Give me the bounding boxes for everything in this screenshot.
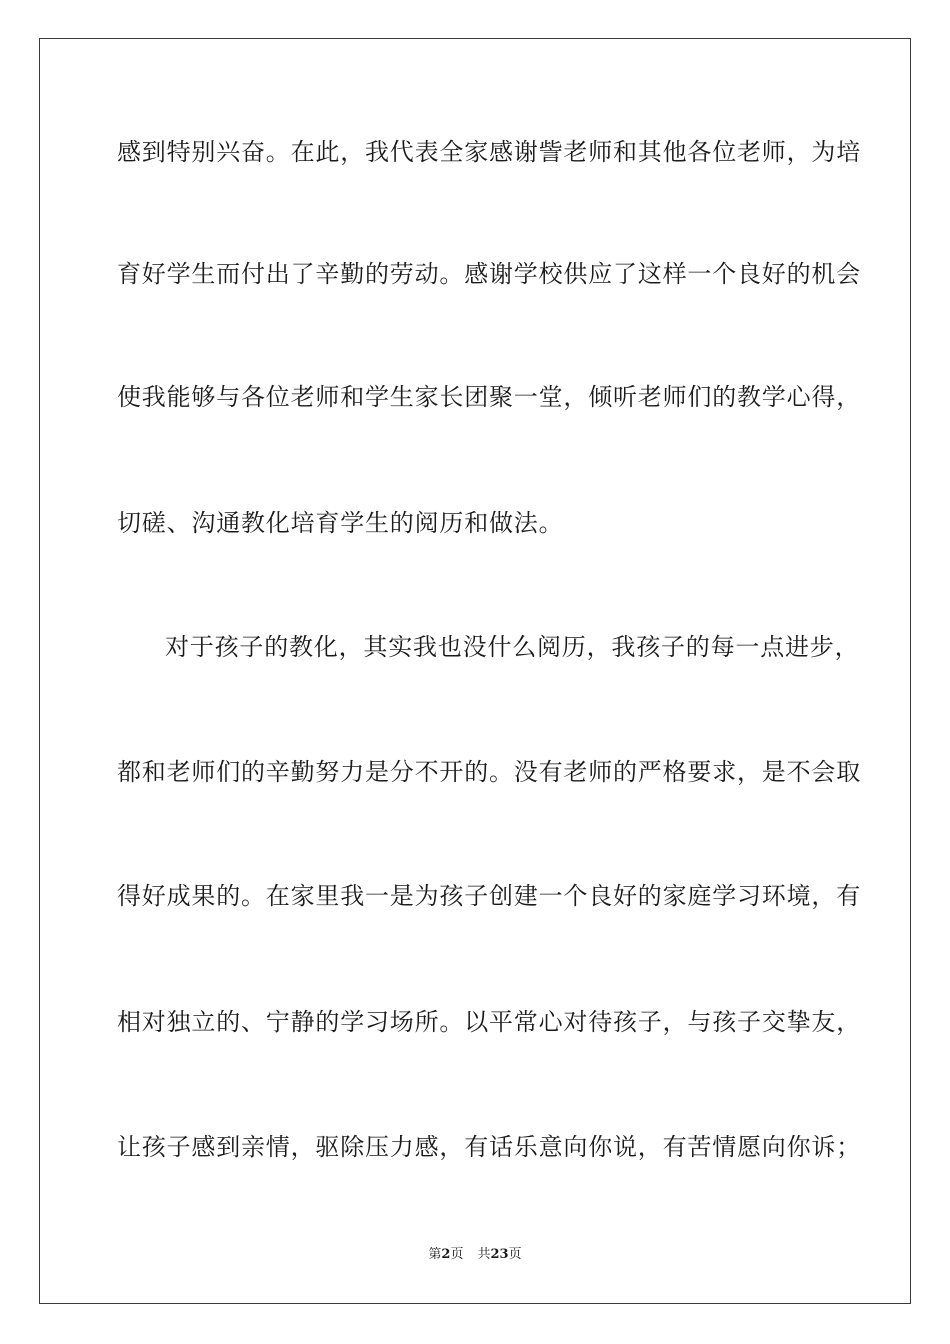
page-suffix: 页: [450, 1247, 464, 1262]
paragraph-line-7: 得好成果的。在家里我一是为孩子创建一个良好的家庭学习环境，有: [117, 882, 861, 910]
paragraph-line-2: 育好学生而付出了辛勤的劳动。感谢学校供应了这样一个良好的机会: [117, 260, 861, 288]
page-current: 2: [441, 1247, 451, 1262]
paragraph-line-3: 使我能够与各位老师和学生家长团聚一堂，倾听老师们的教学心得，: [117, 383, 861, 411]
page-prefix: 第: [428, 1247, 442, 1262]
paragraph-line-6: 都和老师们的辛勤努力是分不开的。没有老师的严格要求，是不会取: [117, 758, 861, 786]
total-suffix: 页: [508, 1247, 522, 1262]
page-footer: [0, 1246, 950, 1264]
paragraph-line-9: 让孩子感到亲情，驱除压力感，有话乐意向你说，有苦情愿向你诉；: [117, 1133, 861, 1161]
page-border: [39, 38, 911, 1304]
paragraph-line-5-indented: 对于孩子的教化，其实我也没什么阅历，我孩子的每一点进步，: [165, 633, 860, 661]
paragraph-line-4: 切磋、沟通教化培育学生的阅历和做法。: [117, 509, 564, 537]
total-prefix: 共: [477, 1247, 491, 1262]
page-total: 23: [490, 1247, 509, 1262]
paragraph-line-8: 相对独立的、宁静的学习场所。以平常心对待孩子，与孩子交挚友，: [117, 1008, 861, 1036]
paragraph-line-1: 感到特别兴奋。在此，我代表全家感谢訾老师和其他各位老师，为培: [117, 138, 861, 166]
